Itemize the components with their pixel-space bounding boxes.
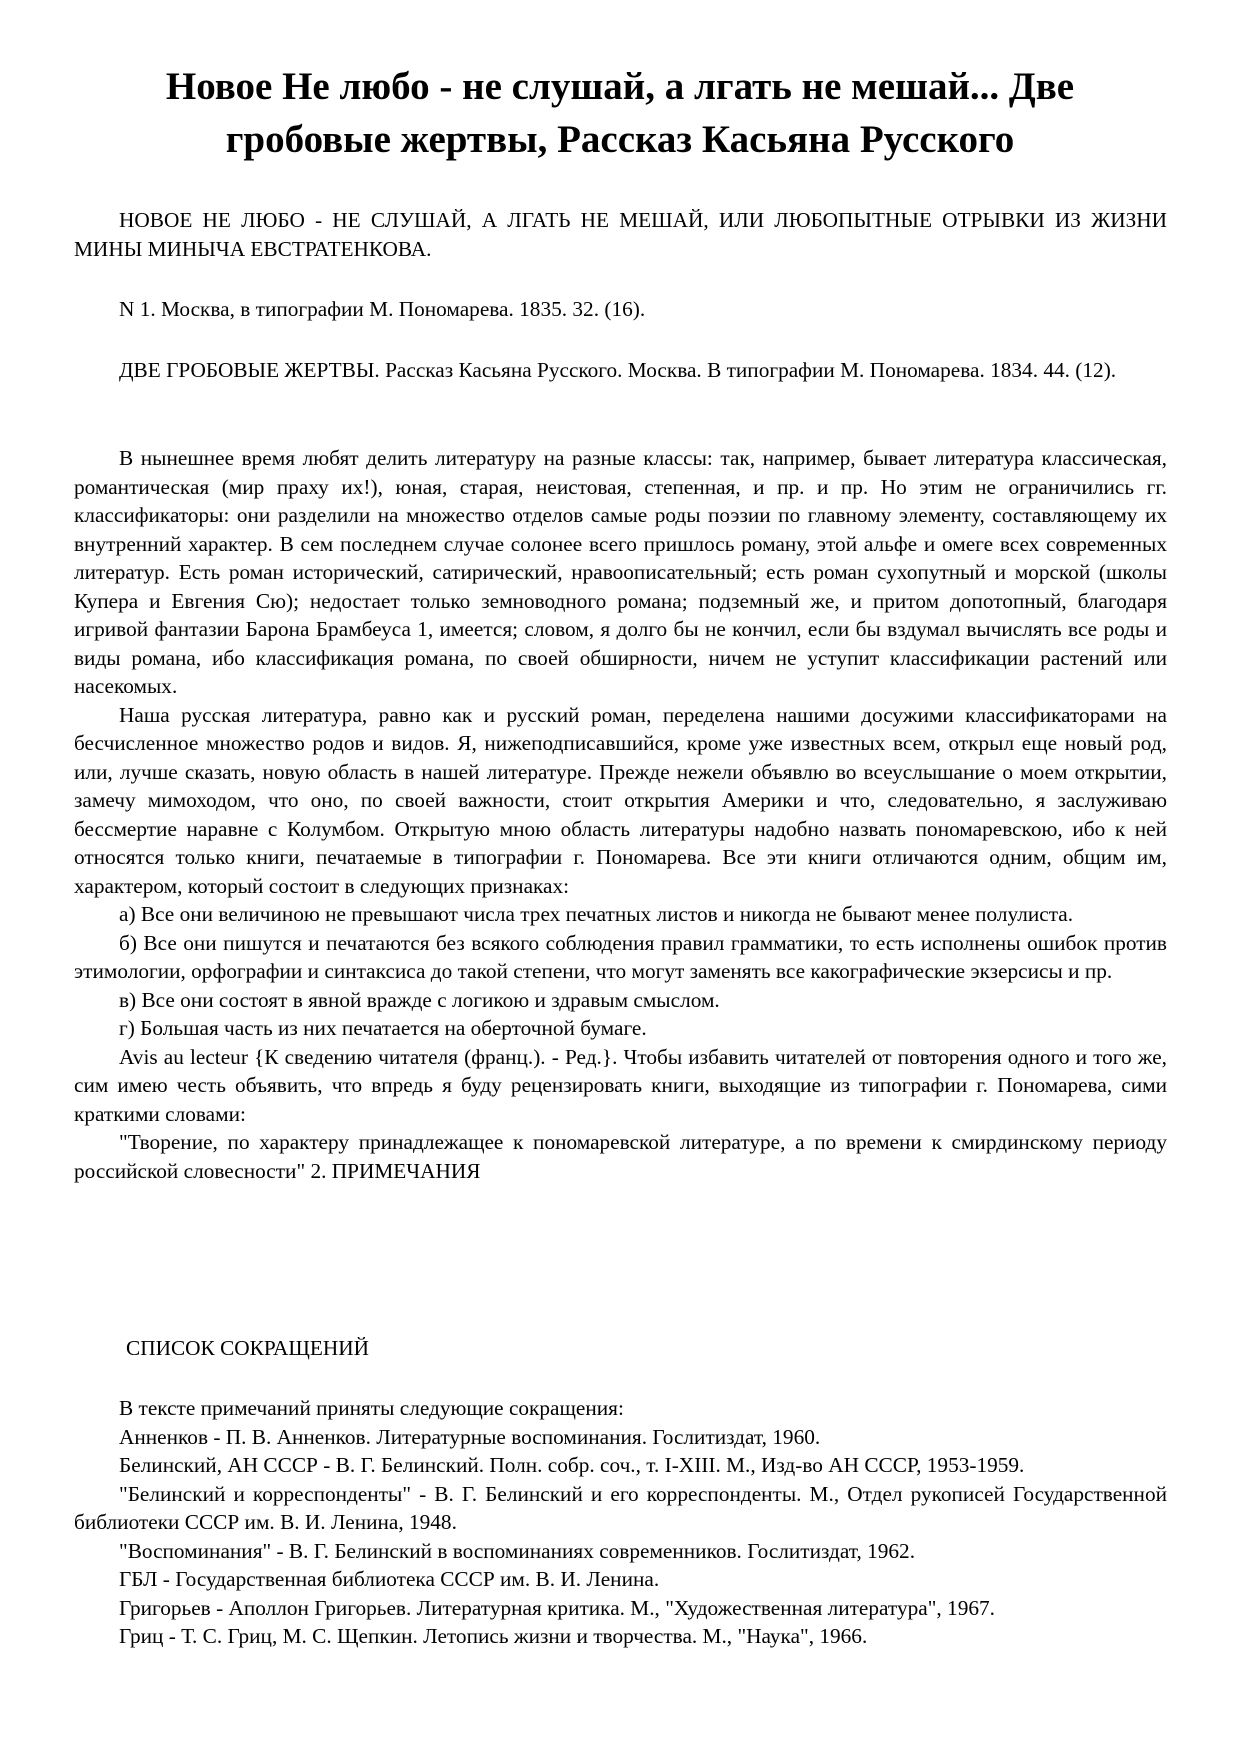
issue-1-block	[74, 295, 1167, 324]
issue-2-line: ДВЕ ГРОБОВЫЕ ЖЕРТВЫ. Рассказ Касьяна Русского. Москва. В типографии М. Пономарева. 1834. 44. (12).	[119, 358, 1117, 382]
abbreviations-heading: СПИСОК СОКРАЩЕНИЙ	[126, 1336, 370, 1360]
header-paragraph-block	[74, 206, 1167, 263]
body-list-item: б) Все они пишутся и печатаются без всякого соблюдения правил грамматики, то есть исполнены ошибок против этимологии, орфографии и синтаксиса до такой степени, что могут заменять все какографические экзерсисы и пр.	[74, 930, 1167, 983]
abbreviation-item: "Белинский и корреспонденты" - В. Г. Белинский и его корреспонденты. М., Отдел рукописей Государственной библиотеки СССР им. В. И. Ленина, 1948.	[74, 1481, 1167, 1534]
body-list-item: в) Все они состоят в явной вражде с логикою и здравым смыслом.	[119, 987, 720, 1012]
abbreviation-item: В тексте примечаний приняты следующие сокращения:	[119, 1396, 624, 1420]
document-title: Новое Не любо - не слушай, а лгать не мешай... Две гробовые жертвы, Рассказ Касьяна Русского	[165, 65, 1075, 161]
abbreviation-item: Гриц - Т. С. Гриц, М. С. Щепкин. Летопись жизни и творчества. М., "Наука", 1966.	[119, 1624, 868, 1648]
header-paragraph: НОВОЕ НЕ ЛЮБО - НЕ СЛУШАЙ, А ЛГАТЬ НЕ МЕШАЙ, ИЛИ ЛЮБОПЫТНЫЕ ОТРЫВКИ ИЗ ЖИЗНИ МИНЫ МИНЫЧА ЕВСТРАТЕНКОВА.	[74, 208, 1167, 261]
issue-1-line: N 1. Москва, в типографии М. Пономарева. 1835. 32. (16).	[119, 297, 646, 321]
body-paragraph: "Творение, по характеру принадлежащее к пономаревской литературе, а по времени к смирдинскому периоду российской словесности" 2. ПРИМЕЧАНИЯ	[74, 1130, 1167, 1183]
abbreviation-item: Белинский, АН СССР - В. Г. Белинский. Полн. собр. соч., т. I-XIII. М., Изд-во АН СССР, 1953-1959.	[119, 1453, 1025, 1477]
abbreviation-item: Григорьев - Аполлон Григорьев. Литературная критика. М., "Художественная литература", 1967.	[119, 1595, 995, 1620]
body-paragraph: Avis au lecteur {К сведению читателя (франц.). - Ред.}. Чтобы избавить читателей от повторения одного и того же, сим имею честь объявить, что впредь я буду рецензировать книги, выходящие из типографии г. Пономарева, сими краткими словами:	[74, 1044, 1167, 1126]
abbreviations-list	[74, 1394, 1167, 1651]
body-list-item: а) Все они величиною не превышают числа трех печатных листов и никогда не бывают менее полулиста.	[119, 902, 1074, 926]
body-paragraph: Наша русская литература, равно как и русский роман, переделена нашими досужими классификаторами на бесчисленное множество родов и видов. Я, нижеподписавшийся, кроме уже известных всем, открыл еще новый род, или, лучше сказать, новую область в нашей литературе. Прежде нежели объявлю во всеуслышание о моем открытии, замечу мимоходом, что оно, по своей важности, стоит открытия Америки и что, следовательно, я заслуживаю бессмертие наравне с Колумбом. Открытую мною область литературы надобно назвать пономаревскою, ибо к ней относятся только книги, печатаемые в типографии г. Пономарева. Все эти книги отличаются одним, общим им, характером, который состоит в следующих признаках:	[74, 702, 1167, 898]
body-list-item: г) Большая часть из них печатается на оберточной бумаге.	[119, 1016, 647, 1040]
abbreviation-item: Анненков - П. В. Анненков. Литературные воспоминания. Гослитиздат, 1960.	[119, 1424, 821, 1449]
abbreviation-item: "Воспоминания" - В. Г. Белинский в воспоминаниях современников. Гослитиздат, 1962.	[119, 1538, 916, 1563]
review-body	[74, 444, 1167, 1185]
abbreviations-heading-block	[126, 1334, 1219, 1363]
abbreviation-item: ГБЛ - Государственная библиотека СССР им. В. И. Ленина.	[119, 1567, 660, 1591]
issue-2-block	[74, 356, 1167, 385]
body-paragraph: В нынешнее время любят делить литературу на разные классы: так, например, бывает литература классическая, романтическая (мир праху их!), юная, старая, неистовая, степенная, и пр. и пр. Но этим не ограничились гг. классификаторы: они разделили на множество отделов самые роды поэзии по главному элементу, составляющему их внутренний характер. В сем последнем случае солонее всего пришлось роману, этой альфе и омеге всех современных литератур. Есть роман исторический, сатирический, нравоописательный; есть роман сухопутный и морской (школы Купера и Евгения Сю); недостает только земноводного романа; подземный же, и притом допотопный, благодаря игривой фантазии Барона Брамбеуса 1, имеется; словом, я долго бы не кончил, если бы вздумал вычислять все роды и виды романа, ибо классификация романа, по своей обширности, ничем не уступит классификации растений или насекомых.	[74, 446, 1167, 698]
